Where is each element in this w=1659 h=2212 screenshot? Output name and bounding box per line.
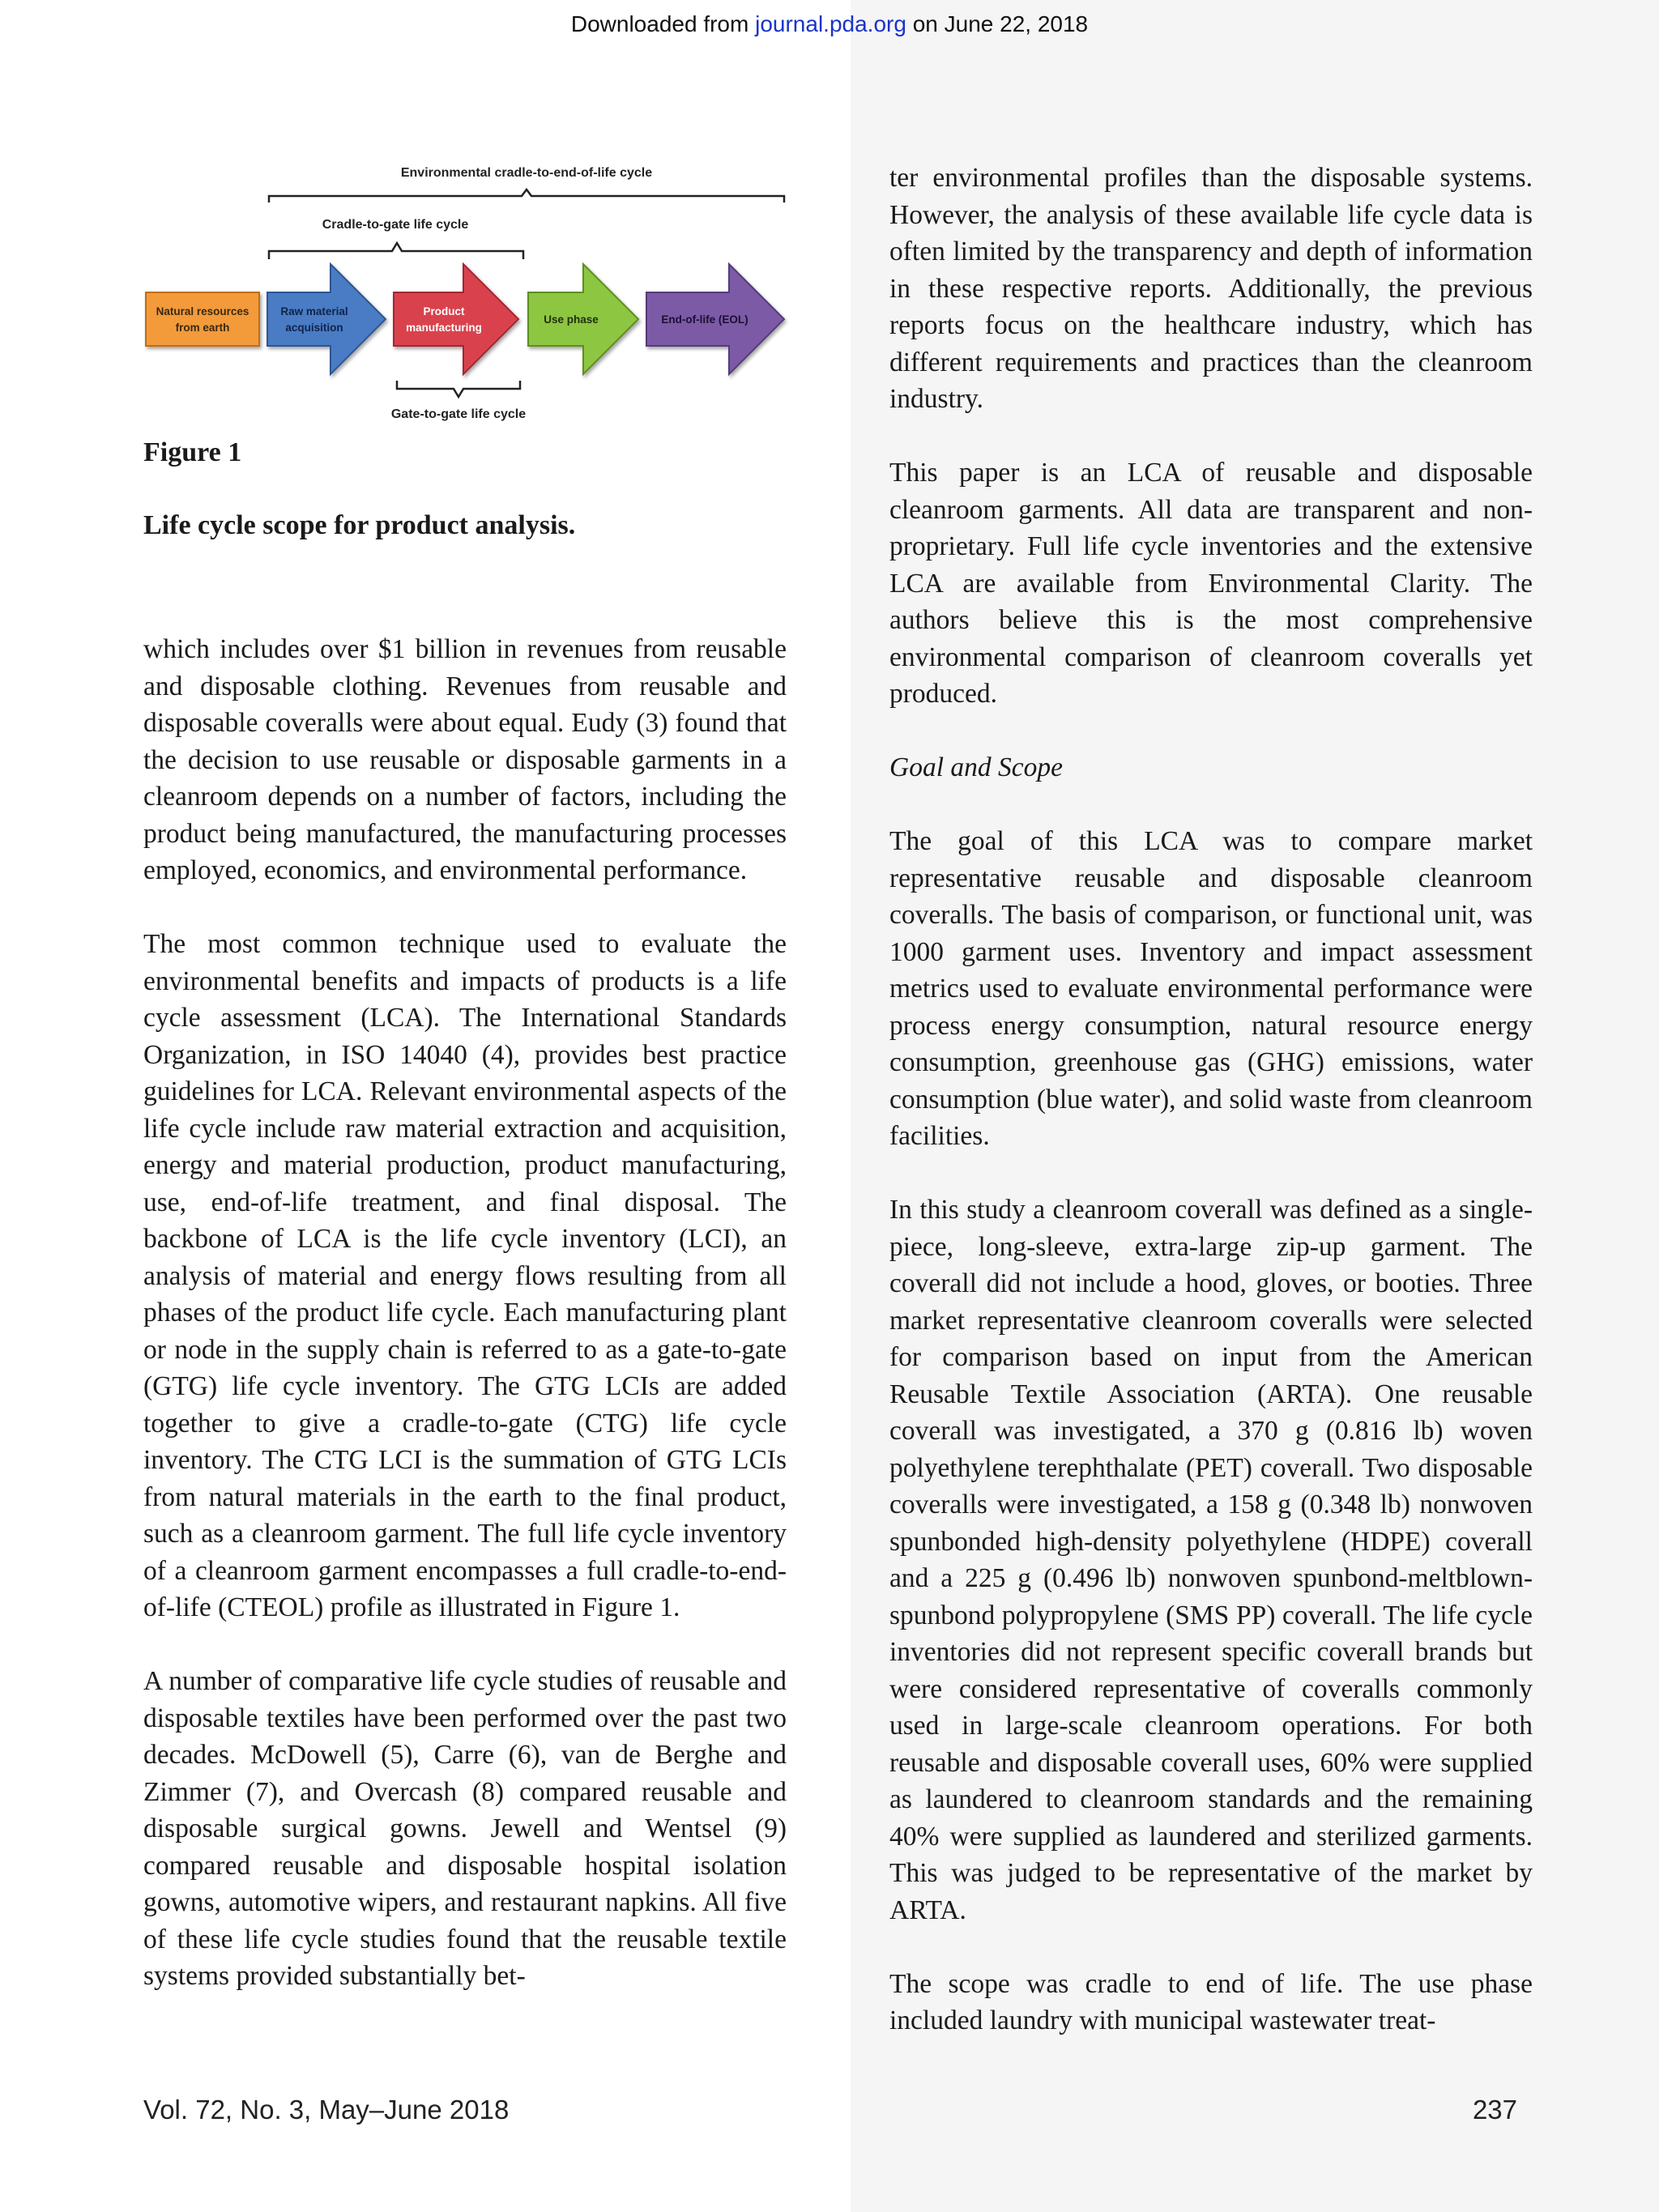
stage-product-manufacturing-line2: manufacturing	[406, 322, 482, 334]
stage-use-phase-label: Use phase	[544, 313, 599, 326]
brace-label-cradle-to-end-of-life: Environmental cradle-to-end-of-life cycle	[400, 166, 653, 180]
stage-natural-resources	[146, 292, 259, 346]
figure-caption: Life cycle scope for product analysis.	[143, 510, 576, 540]
paragraph: This paper is an LCA of reusable and disposable cleanroom garments. All data are transparent and non-proprietary. Full life cycle inventories and the extensive LCA are available from Environmental Clarity. The authors believe this is the most comprehensive environmental comparison of cleanroom coveralls yet produced.	[889, 458, 1533, 709]
download-banner	[0, 11, 1659, 37]
section-heading: Goal and Scope	[889, 752, 1063, 782]
paragraph: which includes over $1 billion in revenues from reusable and disposable clothing. Revenues from reusable and disposable coveralls were about equal. Eudy (3) found that the decision to use reusable or disposable garments in a cleanroom depends on a number of factors, including the product being manufactured, the manufacturing processes employed, economics, and environmental performance.	[143, 634, 787, 885]
paragraph: In this study a cleanroom coverall was defined as a single-piece, long-sleeve, extra-large zip-up garment. The coverall did not include a hood, gloves, or booties. Three market representative cleanroom coveralls were selected for comparison based on input from the American Reusable Textile Association (ARTA). One reusable coverall was investigated, a 370 g (0.816 lb) woven polyethylene terephthalate (PET) coverall. Two disposable coveralls were investigated, a 158 g (0.348 lb) nonwoven spunbonded high-density polyethylene (HDPE) coverall and a 225 g (0.496 lb) nonwoven spunbond-meltblown-spunbond polypropylene (SMS PP) coverall. The life cycle inventories did not represent specific coverall brands but were considered representative of coveralls commonly used in large-scale cleanroom operations. For both reusable and disposable coverall uses, 60% were supplied as laundered to cleanroom standards and the remaining 40% were supplied as laundered and sterilized garments. This was judged to be representative of the market by ARTA.	[889, 1195, 1533, 1925]
brace-gate-to-gate	[397, 381, 520, 397]
footer-journal-info: Vol. 72, No. 3, May–June 2018	[143, 2095, 510, 2125]
paragraph: The most common technique used to evaluate the environmental benefits and impacts of products is a life cycle assessment (LCA). The International Standards Organization, in ISO 14040 (4), provides best practice guidelines for LCA. Relevant environmental aspects of the life cycle include raw material extraction and acquisition, energy and material production, product manufacturing, use, end-of-life treatment, and final disposal. The backbone of LCA is the life cycle inventory (LCI), an analysis of material and energy flows resulting from all phases of the product life cycle. Each manufacturing plant or node in the supply chain is referred to as a gate-to-gate (GTG) life cycle inventory. The GTG LCIs are added together to give a cradle-to-gate (CTG) life cycle inventory. The CTG LCI is the summation of GTG LCIs from natural materials in the earth to the final product, such as a cleanroom garment. The full life cycle inventory of a cleanroom garment encompasses a full cradle-to-end-of-life (CTEOL) profile as illustrated in Figure 1.	[143, 929, 787, 1622]
stage-natural-resources-line1: Natural resources	[156, 305, 249, 318]
paragraph: The goal of this LCA was to compare market representative reusable and disposable cleanroom coveralls. The basis of comparison, or functional unit, was 1000 garment uses. Inventory and impact assessment metrics used to evaluate environmental performance were process energy consumption, natural resource energy consumption, greenhouse gas (GHG) emissions, water consumption (blue water), and solid waste from cleanroom facilities.	[889, 826, 1533, 1151]
figure-label: Figure 1	[143, 437, 242, 467]
paragraph: A number of comparative life cycle studies of reusable and disposable textiles have been performed over the past two decades. McDowell (5), Carre (6), van de Berghe and Zimmer (7), and Overcash (8) compared reusable and disposable surgical gowns. Jewell and Wentsel (9) compared reusable and disposable hospital isolation gowns, automotive wipers, and restaurant napkins. All five of these life cycle studies found that the reusable textile systems provided substantially bet-	[143, 1666, 787, 1991]
life-cycle-figure	[138, 159, 794, 434]
left-column	[143, 631, 787, 1995]
paragraph: ter environmental profiles than the disposable systems. However, the analysis of these available life cycle data is often limited by the transparency and depth of information in these respective reports. Additionally, the previous reports focus on the healthcare industry, which has different requirements and practices than the cleanroom industry.	[889, 163, 1533, 414]
stage-product-manufacturing-arrow	[394, 264, 518, 374]
brace-cradle-to-end-of-life	[269, 190, 784, 202]
brace-label-gate-to-gate: Gate-to-gate life cycle	[390, 407, 527, 421]
paragraph: The scope was cradle to end of life. The use phase included laundry with municipal wastewater treat-	[889, 1968, 1533, 2035]
page-number: 237	[1472, 2095, 1517, 2125]
banner-suffix: on June 22, 2018	[906, 11, 1089, 36]
stage-end-of-life-label: End-of-life (EOL)	[661, 313, 748, 326]
stage-raw-material-line1: Raw material	[280, 305, 348, 318]
stage-raw-material-line2: acquisition	[285, 322, 343, 334]
right-column	[889, 160, 1533, 2039]
journal-link[interactable]: journal.pda.org	[755, 11, 906, 36]
stage-product-manufacturing-line1: Product	[423, 305, 465, 318]
brace-cradle-to-gate	[269, 243, 523, 259]
brace-label-cradle-to-gate: Cradle-to-gate life cycle	[322, 218, 469, 232]
stage-natural-resources-line2: from earth	[175, 322, 230, 334]
stage-raw-material-arrow	[267, 264, 386, 374]
banner-prefix: Downloaded from	[570, 11, 756, 36]
